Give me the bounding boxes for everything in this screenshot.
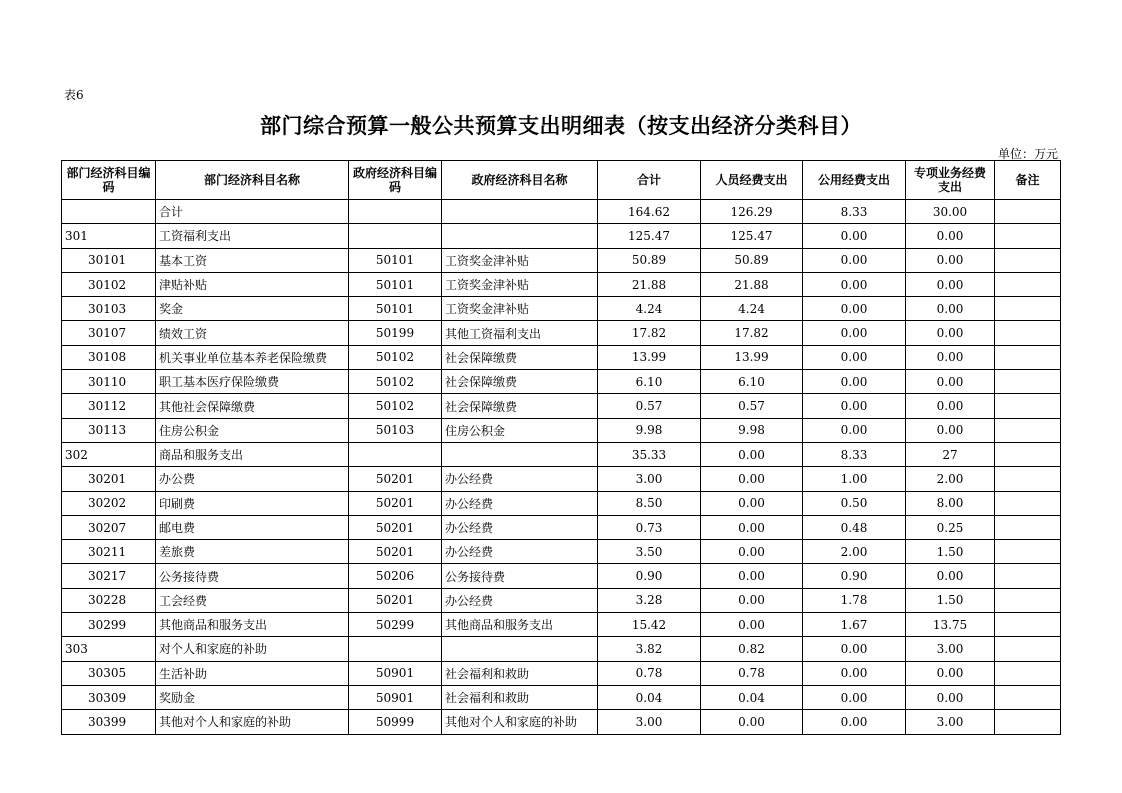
cell-personnel: 0.00 [701,613,803,637]
cell-dept-name: 工会经费 [156,588,349,612]
cell-personnel: 50.89 [701,248,803,272]
cell-note [995,564,1061,588]
cell-public: 0.00 [803,321,906,345]
cell-gov-name: 社会保障缴费 [442,394,598,418]
cell-public: 0.00 [803,297,906,321]
table-row [62,515,1061,539]
cell-gov-name: 社会福利和救助 [442,685,598,709]
cell-gov-name: 社会福利和救助 [442,661,598,685]
table-row [62,491,1061,515]
cell-gov-code: 50201 [349,491,442,515]
cell-dept-code: 30201 [62,467,156,491]
cell-dept-code: 30102 [62,272,156,296]
table-row [62,345,1061,369]
table-row [62,467,1061,491]
cell-gov-code [349,637,442,661]
cell-total: 8.50 [598,491,701,515]
cell-dept-code: 30217 [62,564,156,588]
cell-note [995,685,1061,709]
table-row [62,540,1061,564]
cell-gov-code: 50102 [349,394,442,418]
cell-public: 0.00 [803,272,906,296]
cell-special: 27 [906,442,995,466]
cell-total: 9.98 [598,418,701,442]
cell-dept-name: 印刷费 [156,491,349,515]
cell-dept-code: 30228 [62,588,156,612]
cell-note [995,394,1061,418]
cell-total: 125.47 [598,224,701,248]
cell-note [995,710,1061,734]
cell-note [995,248,1061,272]
cell-total: 13.99 [598,345,701,369]
cell-personnel: 0.82 [701,637,803,661]
cell-public: 0.00 [803,418,906,442]
cell-personnel: 9.98 [701,418,803,442]
cell-personnel: 17.82 [701,321,803,345]
cell-gov-name: 社会保障缴费 [442,345,598,369]
cell-gov-name: 办公经费 [442,515,598,539]
cell-special: 0.00 [906,321,995,345]
cell-dept-name: 商品和服务支出 [156,442,349,466]
cell-gov-code: 50201 [349,540,442,564]
cell-gov-name: 工资奖金津补贴 [442,248,598,272]
cell-public: 1.67 [803,613,906,637]
table-row [62,272,1061,296]
table-row [62,613,1061,637]
cell-dept-code: 30309 [62,685,156,709]
cell-public: 0.00 [803,248,906,272]
cell-special: 3.00 [906,637,995,661]
cell-personnel: 126.29 [701,200,803,224]
cell-total: 164.62 [598,200,701,224]
cell-gov-code [349,224,442,248]
cell-note [995,418,1061,442]
cell-dept-code: 30399 [62,710,156,734]
cell-note [995,467,1061,491]
cell-total: 21.88 [598,272,701,296]
cell-total: 17.82 [598,321,701,345]
cell-note [995,272,1061,296]
cell-total: 35.33 [598,442,701,466]
cell-personnel: 21.88 [701,272,803,296]
cell-special: 0.00 [906,248,995,272]
cell-public: 0.00 [803,685,906,709]
cell-dept-name: 工资福利支出 [156,224,349,248]
cell-dept-name: 住房公积金 [156,418,349,442]
cell-gov-code: 50199 [349,321,442,345]
column-header-special: 专项业务经费支出 [906,161,995,200]
cell-note [995,637,1061,661]
cell-special: 0.00 [906,685,995,709]
column-header-total: 合计 [598,161,701,200]
cell-note [995,491,1061,515]
cell-total: 0.73 [598,515,701,539]
cell-note [995,200,1061,224]
cell-gov-name: 办公经费 [442,540,598,564]
cell-dept-code: 30305 [62,661,156,685]
cell-note [995,588,1061,612]
cell-total: 0.57 [598,394,701,418]
cell-dept-name: 办公费 [156,467,349,491]
cell-personnel: 4.24 [701,297,803,321]
cell-gov-code: 50101 [349,272,442,296]
cell-special: 8.00 [906,491,995,515]
cell-public: 8.33 [803,442,906,466]
cell-note [995,661,1061,685]
cell-note [995,321,1061,345]
table-row [62,637,1061,661]
cell-personnel: 0.04 [701,685,803,709]
cell-public: 8.33 [803,200,906,224]
cell-dept-name: 其他对个人和家庭的补助 [156,710,349,734]
cell-note [995,515,1061,539]
cell-public: 0.00 [803,345,906,369]
cell-total: 0.78 [598,661,701,685]
cell-special: 0.00 [906,370,995,394]
cell-total: 3.00 [598,467,701,491]
cell-dept-name: 绩效工资 [156,321,349,345]
cell-gov-name: 其他商品和服务支出 [442,613,598,637]
cell-personnel: 0.00 [701,564,803,588]
column-header-dept-name: 部门经济科目名称 [156,161,349,200]
cell-note [995,442,1061,466]
cell-total: 15.42 [598,613,701,637]
cell-special: 1.50 [906,588,995,612]
cell-gov-code: 50901 [349,685,442,709]
cell-gov-code [349,442,442,466]
cell-note [995,224,1061,248]
column-header-personnel: 人员经费支出 [701,161,803,200]
table-row [62,394,1061,418]
cell-personnel: 125.47 [701,224,803,248]
cell-dept-code: 302 [62,442,156,466]
cell-dept-name: 其他商品和服务支出 [156,613,349,637]
cell-gov-code: 50102 [349,345,442,369]
cell-dept-name: 公务接待费 [156,564,349,588]
table-row [62,685,1061,709]
cell-special: 0.00 [906,418,995,442]
cell-personnel: 0.00 [701,467,803,491]
cell-dept-name: 其他社会保障缴费 [156,394,349,418]
cell-special: 30.00 [906,200,995,224]
cell-gov-name: 工资奖金津补贴 [442,272,598,296]
cell-total: 3.28 [598,588,701,612]
cell-dept-name: 邮电费 [156,515,349,539]
cell-dept-name: 奖金 [156,297,349,321]
table-header-row [62,161,1061,200]
cell-gov-name [442,442,598,466]
table-row [62,588,1061,612]
cell-gov-code: 50201 [349,515,442,539]
cell-special: 0.00 [906,564,995,588]
cell-total: 6.10 [598,370,701,394]
table-body [62,200,1061,735]
cell-public: 0.00 [803,710,906,734]
table-number: 表6 [64,88,84,102]
table-row [62,297,1061,321]
cell-dept-name: 生活补助 [156,661,349,685]
cell-gov-code [349,200,442,224]
cell-note [995,540,1061,564]
cell-dept-code: 30110 [62,370,156,394]
cell-gov-code: 50206 [349,564,442,588]
cell-special: 0.00 [906,224,995,248]
cell-public: 2.00 [803,540,906,564]
cell-total: 3.00 [598,710,701,734]
cell-dept-code: 303 [62,637,156,661]
cell-dept-code: 30107 [62,321,156,345]
cell-gov-name [442,637,598,661]
cell-dept-name: 职工基本医疗保险缴费 [156,370,349,394]
cell-gov-name: 公务接待费 [442,564,598,588]
cell-note [995,370,1061,394]
cell-personnel: 13.99 [701,345,803,369]
cell-dept-code: 30112 [62,394,156,418]
cell-dept-name: 合计 [156,200,349,224]
cell-public: 0.48 [803,515,906,539]
table-row [62,321,1061,345]
unit-label: 单位：万元 [997,147,1058,161]
cell-dept-code: 30299 [62,613,156,637]
cell-dept-name: 津贴补贴 [156,272,349,296]
cell-dept-name: 机关事业单位基本养老保险缴费 [156,345,349,369]
cell-dept-code: 30113 [62,418,156,442]
cell-dept-code: 30207 [62,515,156,539]
cell-total: 0.90 [598,564,701,588]
cell-public: 0.00 [803,394,906,418]
cell-public: 1.00 [803,467,906,491]
cell-dept-code [62,200,156,224]
table-row [62,224,1061,248]
cell-special: 0.00 [906,661,995,685]
cell-dept-code: 30202 [62,491,156,515]
cell-special: 0.25 [906,515,995,539]
cell-gov-name: 办公经费 [442,491,598,515]
column-header-gov-code: 政府经济科目编码 [349,161,442,200]
cell-dept-code: 30101 [62,248,156,272]
cell-gov-name: 住房公积金 [442,418,598,442]
cell-personnel: 0.00 [701,515,803,539]
cell-personnel: 0.57 [701,394,803,418]
cell-gov-code: 50299 [349,613,442,637]
table-row [62,248,1061,272]
cell-special: 0.00 [906,272,995,296]
cell-public: 0.00 [803,224,906,248]
table-row [62,661,1061,685]
cell-special: 13.75 [906,613,995,637]
cell-gov-name [442,200,598,224]
cell-personnel: 0.78 [701,661,803,685]
cell-special: 0.00 [906,297,995,321]
cell-dept-code: 30103 [62,297,156,321]
cell-special: 3.00 [906,710,995,734]
cell-dept-name: 差旅费 [156,540,349,564]
cell-gov-code: 50201 [349,467,442,491]
table-row [62,710,1061,734]
table-row [62,418,1061,442]
page-title: 部门综合预算一般公共预算支出明细表（按支出经济分类科目） [260,114,862,138]
cell-gov-code: 50901 [349,661,442,685]
cell-total: 3.82 [598,637,701,661]
cell-dept-code: 30211 [62,540,156,564]
cell-personnel: 0.00 [701,588,803,612]
cell-dept-code: 301 [62,224,156,248]
cell-public: 0.00 [803,370,906,394]
cell-gov-name: 其他工资福利支出 [442,321,598,345]
table-row [62,200,1061,224]
cell-gov-code: 50103 [349,418,442,442]
column-header-gov-name: 政府经济科目名称 [442,161,598,200]
table-row [62,442,1061,466]
cell-public: 1.78 [803,588,906,612]
cell-gov-name: 工资奖金津补贴 [442,297,598,321]
cell-dept-name: 奖励金 [156,685,349,709]
cell-dept-code: 30108 [62,345,156,369]
table-row [62,564,1061,588]
cell-gov-name: 其他对个人和家庭的补助 [442,710,598,734]
cell-total: 0.04 [598,685,701,709]
cell-note [995,345,1061,369]
cell-gov-name: 办公经费 [442,467,598,491]
budget-table [61,160,1061,735]
cell-gov-name: 社会保障缴费 [442,370,598,394]
cell-total: 3.50 [598,540,701,564]
cell-public: 0.90 [803,564,906,588]
cell-gov-code: 50999 [349,710,442,734]
column-header-dept-code: 部门经济科目编码 [62,161,156,200]
cell-gov-code: 50101 [349,297,442,321]
cell-public: 0.00 [803,637,906,661]
cell-gov-code: 50102 [349,370,442,394]
cell-personnel: 0.00 [701,710,803,734]
cell-total: 4.24 [598,297,701,321]
cell-gov-code: 50101 [349,248,442,272]
column-header-public: 公用经费支出 [803,161,906,200]
cell-total: 50.89 [598,248,701,272]
cell-personnel: 6.10 [701,370,803,394]
cell-dept-name: 对个人和家庭的补助 [156,637,349,661]
cell-note [995,297,1061,321]
cell-special: 0.00 [906,394,995,418]
cell-gov-name [442,224,598,248]
cell-personnel: 0.00 [701,442,803,466]
cell-special: 2.00 [906,467,995,491]
cell-personnel: 0.00 [701,491,803,515]
cell-public: 0.00 [803,661,906,685]
cell-dept-name: 基本工资 [156,248,349,272]
cell-special: 0.00 [906,345,995,369]
cell-personnel: 0.00 [701,540,803,564]
cell-special: 1.50 [906,540,995,564]
cell-note [995,613,1061,637]
table-row [62,370,1061,394]
cell-gov-name: 办公经费 [442,588,598,612]
column-header-note: 备注 [995,161,1061,200]
cell-gov-code: 50201 [349,588,442,612]
cell-public: 0.50 [803,491,906,515]
